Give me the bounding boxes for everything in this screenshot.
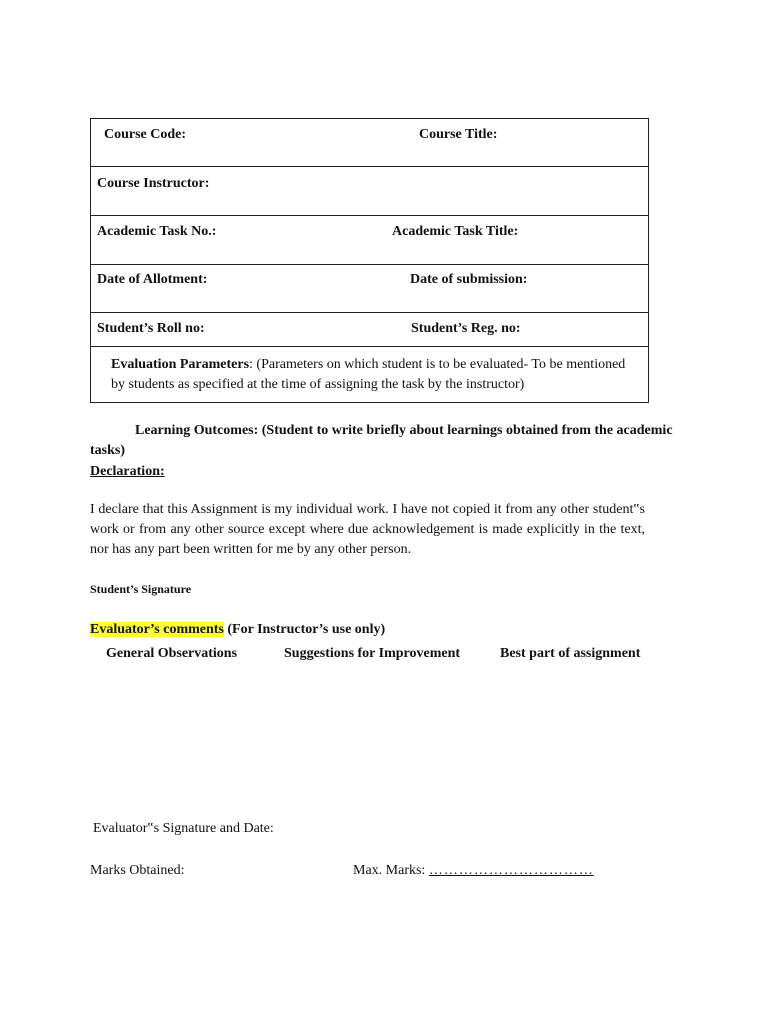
table-divider: [90, 264, 649, 265]
course-code-label: Course Code:: [104, 127, 187, 142]
max-marks-blank: ……………………………: [428, 863, 594, 878]
roll-no-label: Student’s Roll no:: [97, 321, 205, 336]
table-divider: [90, 166, 649, 167]
general-observations-heading: General Observations: [106, 646, 238, 661]
table-divider: [90, 312, 649, 313]
marks-obtained-label: Marks Obtained:: [90, 863, 185, 878]
evaluator-signature-label: Evaluator‟s Signature and Date:: [93, 821, 274, 836]
table-divider: [90, 215, 649, 216]
evaluation-parameters-text: : (Parameters on which student is to be evaluated- To be mentioned by students as specified at the time of assigning the task by the instructor): [111, 357, 626, 392]
date-allotment-label: Date of Allotment:: [97, 272, 208, 287]
student-signature-label: Student’s Signature: [90, 582, 192, 596]
task-no-label: Academic Task No.:: [97, 224, 217, 239]
table-divider: [90, 346, 649, 347]
task-title-label: Academic Task Title:: [392, 224, 519, 239]
best-part-heading: Best part of assignment: [500, 646, 641, 661]
evaluation-parameters: [111, 355, 641, 395]
evaluator-comments-heading: [90, 622, 385, 638]
course-instructor-label: Course Instructor:: [97, 176, 210, 191]
declaration-text: I declare that this Assignment is my individual work. I have not copied it from any other student‟s work or from any other source except where due acknowledgement is made explicitly in the text, nor has any part been written for me by any other person.: [90, 502, 645, 557]
date-submission-label: Date of submission:: [410, 272, 528, 287]
reg-no-label: Student’s Reg. no:: [411, 321, 521, 336]
evaluator-comments-note: (For Instructor’s use only): [223, 622, 386, 637]
max-marks-label: Max. Marks:: [353, 863, 426, 878]
declaration-heading: Declaration:: [90, 464, 165, 479]
evaluator-comments-highlight: Evaluator’s comments: [90, 622, 224, 637]
course-title-label: Course Title:: [419, 127, 498, 142]
learning-outcomes: Learning Outcomes: (Student to write briefly about learnings obtained from the academic tasks): [90, 423, 673, 458]
evaluation-parameters-label: Evaluation Parameters: [111, 357, 250, 372]
max-marks-field: [353, 863, 594, 879]
suggestions-heading: Suggestions for Improvement: [284, 646, 461, 661]
